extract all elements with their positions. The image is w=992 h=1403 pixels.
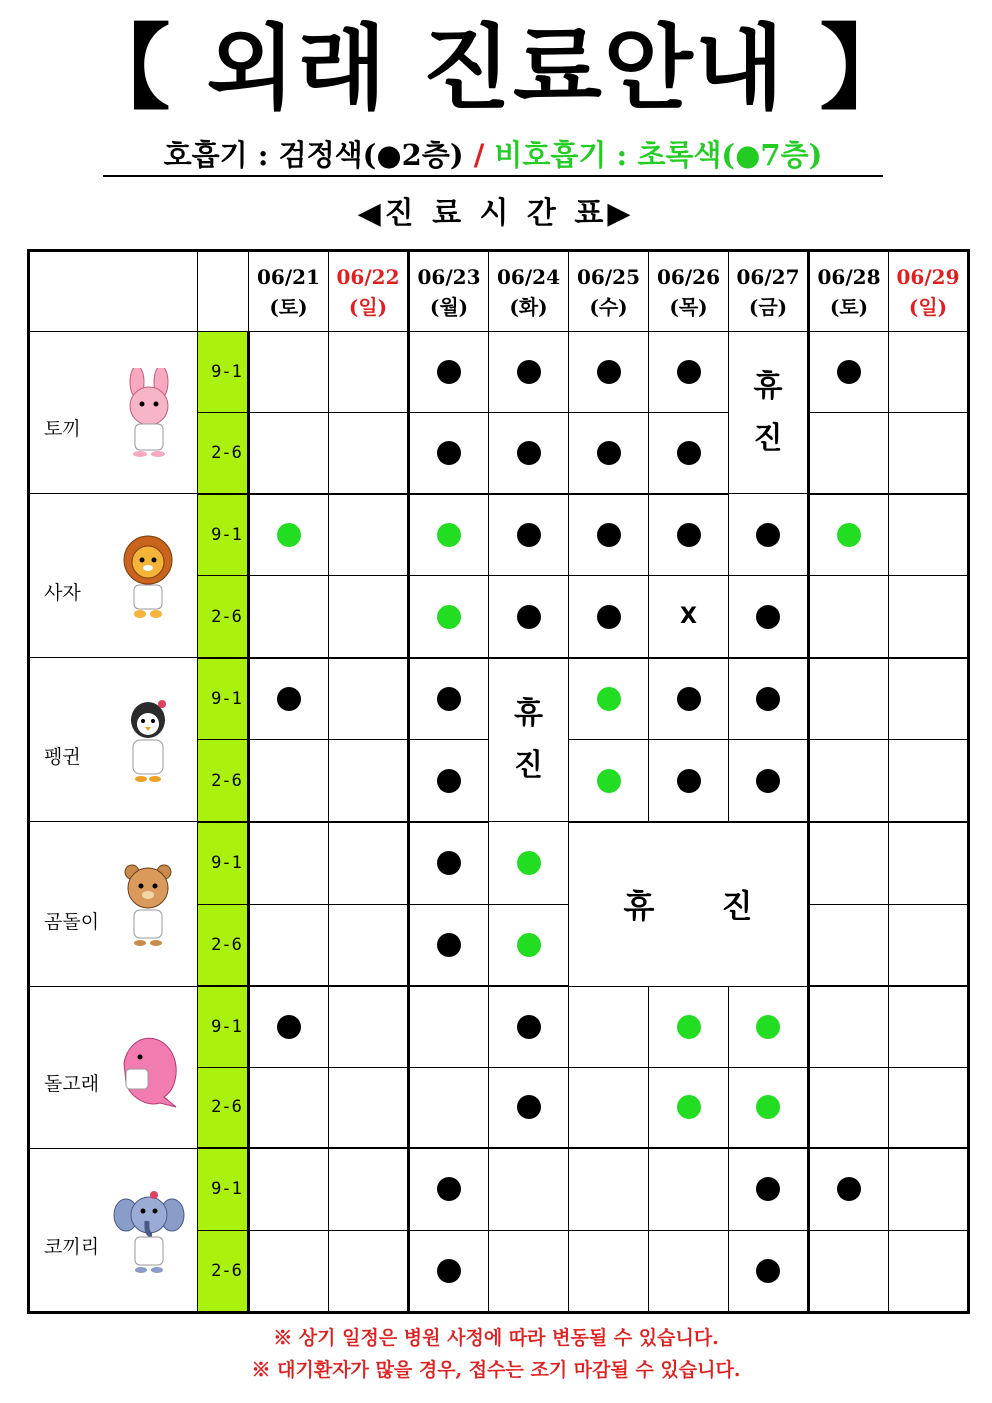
legend-respiratory: 호흡기 : 검정색(●2층) <box>163 138 464 172</box>
slot-afternoon: 2-6 <box>198 1067 249 1148</box>
cell <box>489 904 569 986</box>
cell <box>569 986 649 1067</box>
table-row <box>29 1148 969 1230</box>
closed-cell: 휴 진 <box>489 658 569 822</box>
color-legend <box>103 135 883 177</box>
cell <box>809 1067 889 1148</box>
legend-separator: / <box>473 138 485 172</box>
resp-dot <box>517 441 541 465</box>
cell <box>649 658 729 740</box>
cell <box>409 1148 489 1230</box>
resp-dot <box>437 1259 461 1283</box>
cell <box>889 904 969 986</box>
cell <box>249 822 329 904</box>
cell <box>649 413 729 494</box>
cell <box>729 1148 809 1230</box>
resp-dot <box>597 605 621 629</box>
cell <box>809 904 889 986</box>
cell <box>889 494 969 576</box>
cell <box>249 576 329 658</box>
cell <box>649 1148 729 1230</box>
cell <box>809 413 889 494</box>
header-date: 06/24 (화) <box>489 251 569 332</box>
cell <box>569 1230 649 1312</box>
cell <box>329 1067 409 1148</box>
resp-dot <box>517 1095 541 1119</box>
cell <box>889 986 969 1067</box>
cell <box>409 1230 489 1312</box>
header-row <box>29 251 969 332</box>
cell <box>569 413 649 494</box>
cell <box>489 822 569 904</box>
cell <box>889 1230 969 1312</box>
resp-dot <box>517 605 541 629</box>
cell <box>649 494 729 576</box>
cell <box>809 332 889 413</box>
resp-dot <box>677 441 701 465</box>
cell <box>489 494 569 576</box>
cell <box>249 658 329 740</box>
cell <box>729 740 809 822</box>
slot-morning: 9-1 <box>198 1148 249 1230</box>
cell <box>569 658 649 740</box>
rabbit-doctor-icon <box>110 368 188 458</box>
cell <box>569 1067 649 1148</box>
resp-dot <box>517 1015 541 1039</box>
cell <box>489 332 569 413</box>
table-row <box>29 822 969 904</box>
doctor-cell-dolphin <box>29 986 198 1148</box>
header-corner <box>29 251 198 332</box>
resp-dot <box>437 1177 461 1201</box>
nonresp-dot <box>437 605 461 629</box>
cell <box>409 740 489 822</box>
cell <box>249 413 329 494</box>
resp-dot <box>517 523 541 547</box>
nonresp-dot <box>517 851 541 875</box>
resp-dot <box>437 851 461 875</box>
cell <box>649 332 729 413</box>
resp-dot <box>756 769 780 793</box>
cell <box>249 1230 329 1312</box>
cell <box>809 740 889 822</box>
cell <box>809 1230 889 1312</box>
cell <box>329 576 409 658</box>
cell <box>409 986 489 1067</box>
cell <box>809 822 889 904</box>
doctor-name: 토끼 <box>44 418 81 441</box>
cell <box>809 986 889 1067</box>
resp-dot <box>517 360 541 384</box>
cell <box>489 576 569 658</box>
penguin-doctor-icon <box>110 694 188 784</box>
cell <box>649 986 729 1067</box>
slot-morning: 9-1 <box>198 494 249 576</box>
doctor-cell-elephant <box>29 1148 198 1312</box>
resp-dot <box>756 1177 780 1201</box>
legend-non-respiratory: 비호흡기 : 초록색(●7층) <box>494 138 823 172</box>
cell <box>729 494 809 576</box>
cell <box>249 986 329 1067</box>
cell <box>329 740 409 822</box>
footnotes <box>0 1322 992 1386</box>
nonresp-dot <box>756 1095 780 1119</box>
resp-dot <box>597 360 621 384</box>
resp-dot <box>677 769 701 793</box>
schedule-table <box>27 249 970 1314</box>
slot-afternoon: 2-6 <box>198 1230 249 1312</box>
footnote: ※ 대기환자가 많을 경우, 접수는 조기 마감될 수 있습니다. <box>251 1359 741 1381</box>
cell <box>569 576 649 658</box>
cell <box>329 822 409 904</box>
cell <box>569 494 649 576</box>
doctor-cell-penguin <box>29 658 198 822</box>
resp-dot <box>437 769 461 793</box>
doctor-cell-lion <box>29 494 198 658</box>
page-title: 【 외래 진료안내 】 <box>78 15 914 122</box>
cell <box>249 494 329 576</box>
slot-morning: 9-1 <box>198 822 249 904</box>
cell <box>889 822 969 904</box>
cell <box>329 332 409 413</box>
cell <box>329 1148 409 1230</box>
doctor-name: 펭귄 <box>44 746 81 769</box>
nonresp-dot <box>597 769 621 793</box>
cell <box>729 658 809 740</box>
closed-cell: 휴 진 <box>729 332 809 494</box>
header-date: 06/27 (금) <box>729 251 809 332</box>
nonresp-dot <box>597 687 621 711</box>
resp-dot <box>597 523 621 547</box>
cell <box>329 494 409 576</box>
resp-dot <box>597 441 621 465</box>
cell <box>489 986 569 1067</box>
cell <box>249 740 329 822</box>
cell <box>249 1067 329 1148</box>
header-date: 06/22 (일) <box>329 251 409 332</box>
cell <box>409 494 489 576</box>
slot-morning: 9-1 <box>198 986 249 1067</box>
resp-dot <box>756 605 780 629</box>
cell <box>809 658 889 740</box>
cell <box>409 576 489 658</box>
cell <box>649 740 729 822</box>
cell <box>409 413 489 494</box>
doctor-name: 돌고래 <box>44 1072 100 1095</box>
nonresp-dot <box>517 933 541 957</box>
resp-dot <box>756 523 780 547</box>
cell <box>489 1230 569 1312</box>
dolphin-doctor-icon <box>110 1023 188 1113</box>
cell <box>649 1067 729 1148</box>
cell <box>889 1148 969 1230</box>
cell <box>889 332 969 413</box>
resp-dot <box>756 687 780 711</box>
resp-dot <box>677 360 701 384</box>
cell <box>809 494 889 576</box>
cell <box>489 413 569 494</box>
schedule-subtitle: ◀진 료 시 간 표▶ <box>357 196 635 231</box>
slot-morning: 9-1 <box>198 332 249 413</box>
cell <box>409 822 489 904</box>
cell <box>329 904 409 986</box>
cell <box>489 1067 569 1148</box>
x-mark: X <box>680 604 697 630</box>
resp-dot <box>437 360 461 384</box>
table-row <box>29 986 969 1067</box>
cell <box>729 576 809 658</box>
nonresp-dot <box>756 1015 780 1039</box>
nonresp-dot <box>437 523 461 547</box>
cell <box>569 1148 649 1230</box>
header-date: 06/25 (수) <box>569 251 649 332</box>
header-date: 06/23 (월) <box>409 251 489 332</box>
resp-dot <box>277 1015 301 1039</box>
cell <box>649 1230 729 1312</box>
cell <box>249 904 329 986</box>
cell <box>249 332 329 413</box>
slot-morning: 9-1 <box>198 658 249 740</box>
cell <box>329 413 409 494</box>
cell <box>729 1230 809 1312</box>
slot-afternoon: 2-6 <box>198 413 249 494</box>
cell <box>649 576 729 658</box>
cell <box>809 576 889 658</box>
header-date: 06/26 (목) <box>649 251 729 332</box>
slot-afternoon: 2-6 <box>198 904 249 986</box>
doctor-cell-bear <box>29 822 198 986</box>
cell <box>409 904 489 986</box>
nonresp-dot <box>677 1095 701 1119</box>
cell <box>409 658 489 740</box>
slot-afternoon: 2-6 <box>198 740 249 822</box>
doctor-name: 코끼리 <box>44 1236 100 1258</box>
resp-dot <box>756 1259 780 1283</box>
table-row <box>29 494 969 576</box>
doctor-name: 사자 <box>44 582 81 605</box>
header-date: 06/29 (일) <box>889 251 969 332</box>
cell <box>569 332 649 413</box>
resp-dot <box>677 523 701 547</box>
cell <box>329 986 409 1067</box>
resp-dot <box>837 360 861 384</box>
slot-afternoon: 2-6 <box>198 576 249 658</box>
resp-dot <box>437 441 461 465</box>
table-row <box>29 658 969 740</box>
header-slot <box>198 251 249 332</box>
cell <box>569 740 649 822</box>
cell <box>489 1148 569 1230</box>
closed-cell: 휴 진 <box>569 822 809 986</box>
cell <box>249 1148 329 1230</box>
doctor-cell-rabbit <box>29 332 198 494</box>
cell <box>409 332 489 413</box>
doctor-name: 곰돌이 <box>44 910 100 933</box>
cell <box>329 658 409 740</box>
cell <box>889 413 969 494</box>
resp-dot <box>677 687 701 711</box>
cell <box>729 1067 809 1148</box>
cell <box>889 1067 969 1148</box>
resp-dot <box>837 1177 861 1201</box>
resp-dot <box>277 687 301 711</box>
elephant-doctor-icon <box>110 1185 188 1275</box>
nonresp-dot <box>677 1015 701 1039</box>
header-date: 06/21 (토) <box>249 251 329 332</box>
bear-doctor-icon <box>110 858 188 948</box>
cell <box>889 576 969 658</box>
cell <box>889 658 969 740</box>
cell <box>329 1230 409 1312</box>
cell <box>889 740 969 822</box>
nonresp-dot <box>837 523 861 547</box>
cell <box>409 1067 489 1148</box>
resp-dot <box>437 933 461 957</box>
lion-doctor-icon <box>110 530 188 620</box>
nonresp-dot <box>277 523 301 547</box>
footnote: ※ 상기 일정은 병원 사정에 따라 변동될 수 있습니다. <box>273 1327 719 1349</box>
table-row <box>29 332 969 413</box>
resp-dot <box>437 687 461 711</box>
header-date: 06/28 (토) <box>809 251 889 332</box>
cell <box>729 986 809 1067</box>
cell <box>809 1148 889 1230</box>
